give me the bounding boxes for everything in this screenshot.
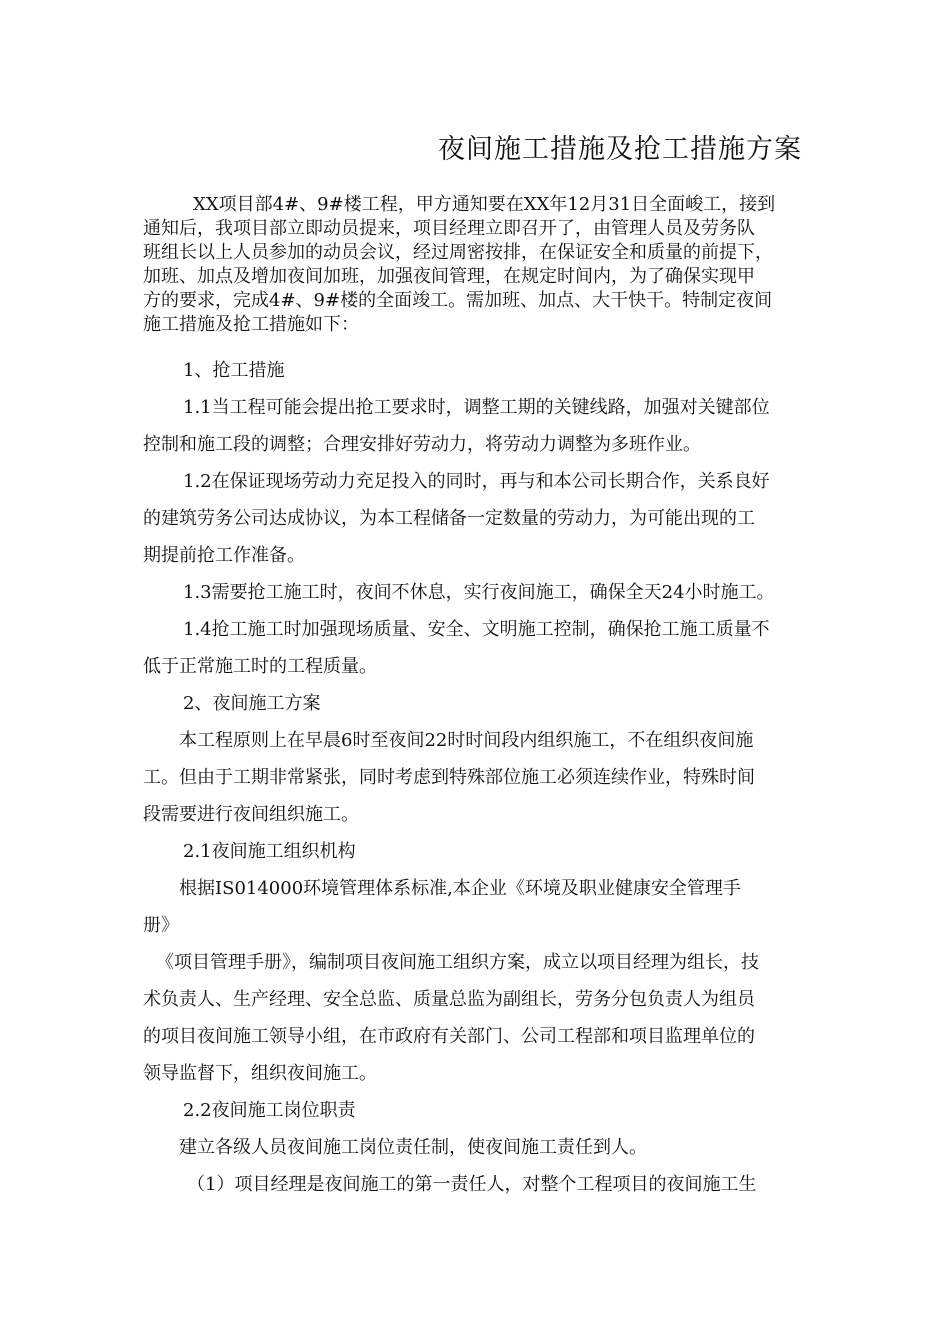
intro-line: 通知后，我项目部立即动员提来，项目经理立即召开了，由管理人员及劳务队 [143, 218, 755, 239]
body-line: 册》 [143, 915, 179, 936]
body-line: 1.1当工程可能会提出抢工要求时，调整工期的关键线路，加强对关键部位 [183, 397, 770, 418]
body-line: 控制和施工段的调整；合理安排好劳动力，将劳动力调整为多班作业。 [143, 434, 701, 455]
body-line: 术负责人、生产经理、安全总监、质量总监为副组长，劳务分包负责人为组员 [143, 989, 755, 1010]
body-line: 工。但由于工期非常紧张，同时考虑到特殊部位施工必须连续作业，特殊时间 [143, 767, 755, 788]
body-line: 1.2在保证现场劳动力充足投入的同时，再与和本公司长期合作，关系良好 [183, 471, 770, 492]
body-line: 建立各级人员夜间施工岗位责任制，使夜间施工责任到人。 [179, 1137, 647, 1158]
body-line: 低于正常施工时的工程质量。 [143, 656, 377, 677]
intro-line: 班组长以上人员参加的动员会议，经过周密按排，在保证安全和质量的前提下， [143, 242, 773, 263]
intro-line: 施工措施及抢工措施如下： [143, 314, 359, 335]
body-line: 的项目夜间施工领导小组，在市政府有关部门、公司工程部和项目监理单位的 [143, 1026, 755, 1047]
body-line: 段需要进行夜间组织施工。 [143, 804, 359, 825]
body-line: 《项目管理手册》，编制项目夜间施工组织方案，成立以项目经理为组长，技 [156, 952, 759, 973]
body-line: （1）项目经理是夜间施工的第一责任人，对整个工程项目的夜间施工生 [187, 1174, 757, 1195]
body-line: 根据IS014000环境管理体系标准,本企业《环境及职业健康安全管理手 [179, 878, 741, 899]
subsection-heading: 2.2夜间施工岗位职责 [183, 1100, 356, 1121]
body-line: 的建筑劳务公司达成协议，为本工程储备一定数量的劳动力，为可能出现的工 [143, 508, 755, 529]
body-line: 期提前抢工作准备。 [143, 545, 305, 566]
body-line: 领导监督下，组织夜间施工。 [143, 1063, 377, 1084]
document-title: 夜间施工措施及抢工措施方案 [438, 134, 802, 165]
body-line: 1.4抢工施工时加强现场质量、安全、文明施工控制，确保抢工施工质量不 [183, 619, 770, 640]
section-heading: 1、抢工措施 [183, 360, 285, 381]
section-heading: 2、夜间施工方案 [183, 693, 321, 714]
subsection-heading: 2.1夜间施工组织机构 [183, 841, 356, 862]
body-line: 本工程原则上在早晨6时至夜间22时时间段内组织施工，不在组织夜间施 [179, 730, 754, 751]
intro-paragraph [143, 193, 813, 337]
intro-line: 加班、加点及增加夜间加班，加强夜间管理，在规定时间内，为了确保实现甲 [143, 266, 755, 287]
body-line: 1.3需要抢工施工时，夜间不休息，实行夜间施工，确保全天24小时施工。 [183, 582, 775, 603]
intro-line: XX项目部4#、9#楼工程，甲方通知要在XX年12月31日全面峻工，接到 [193, 194, 776, 215]
body-text [143, 352, 813, 1203]
intro-line: 方的要求，完成4#、9#楼的全面竣工。需加班、加点、大干快干。特制定夜间 [143, 290, 773, 311]
